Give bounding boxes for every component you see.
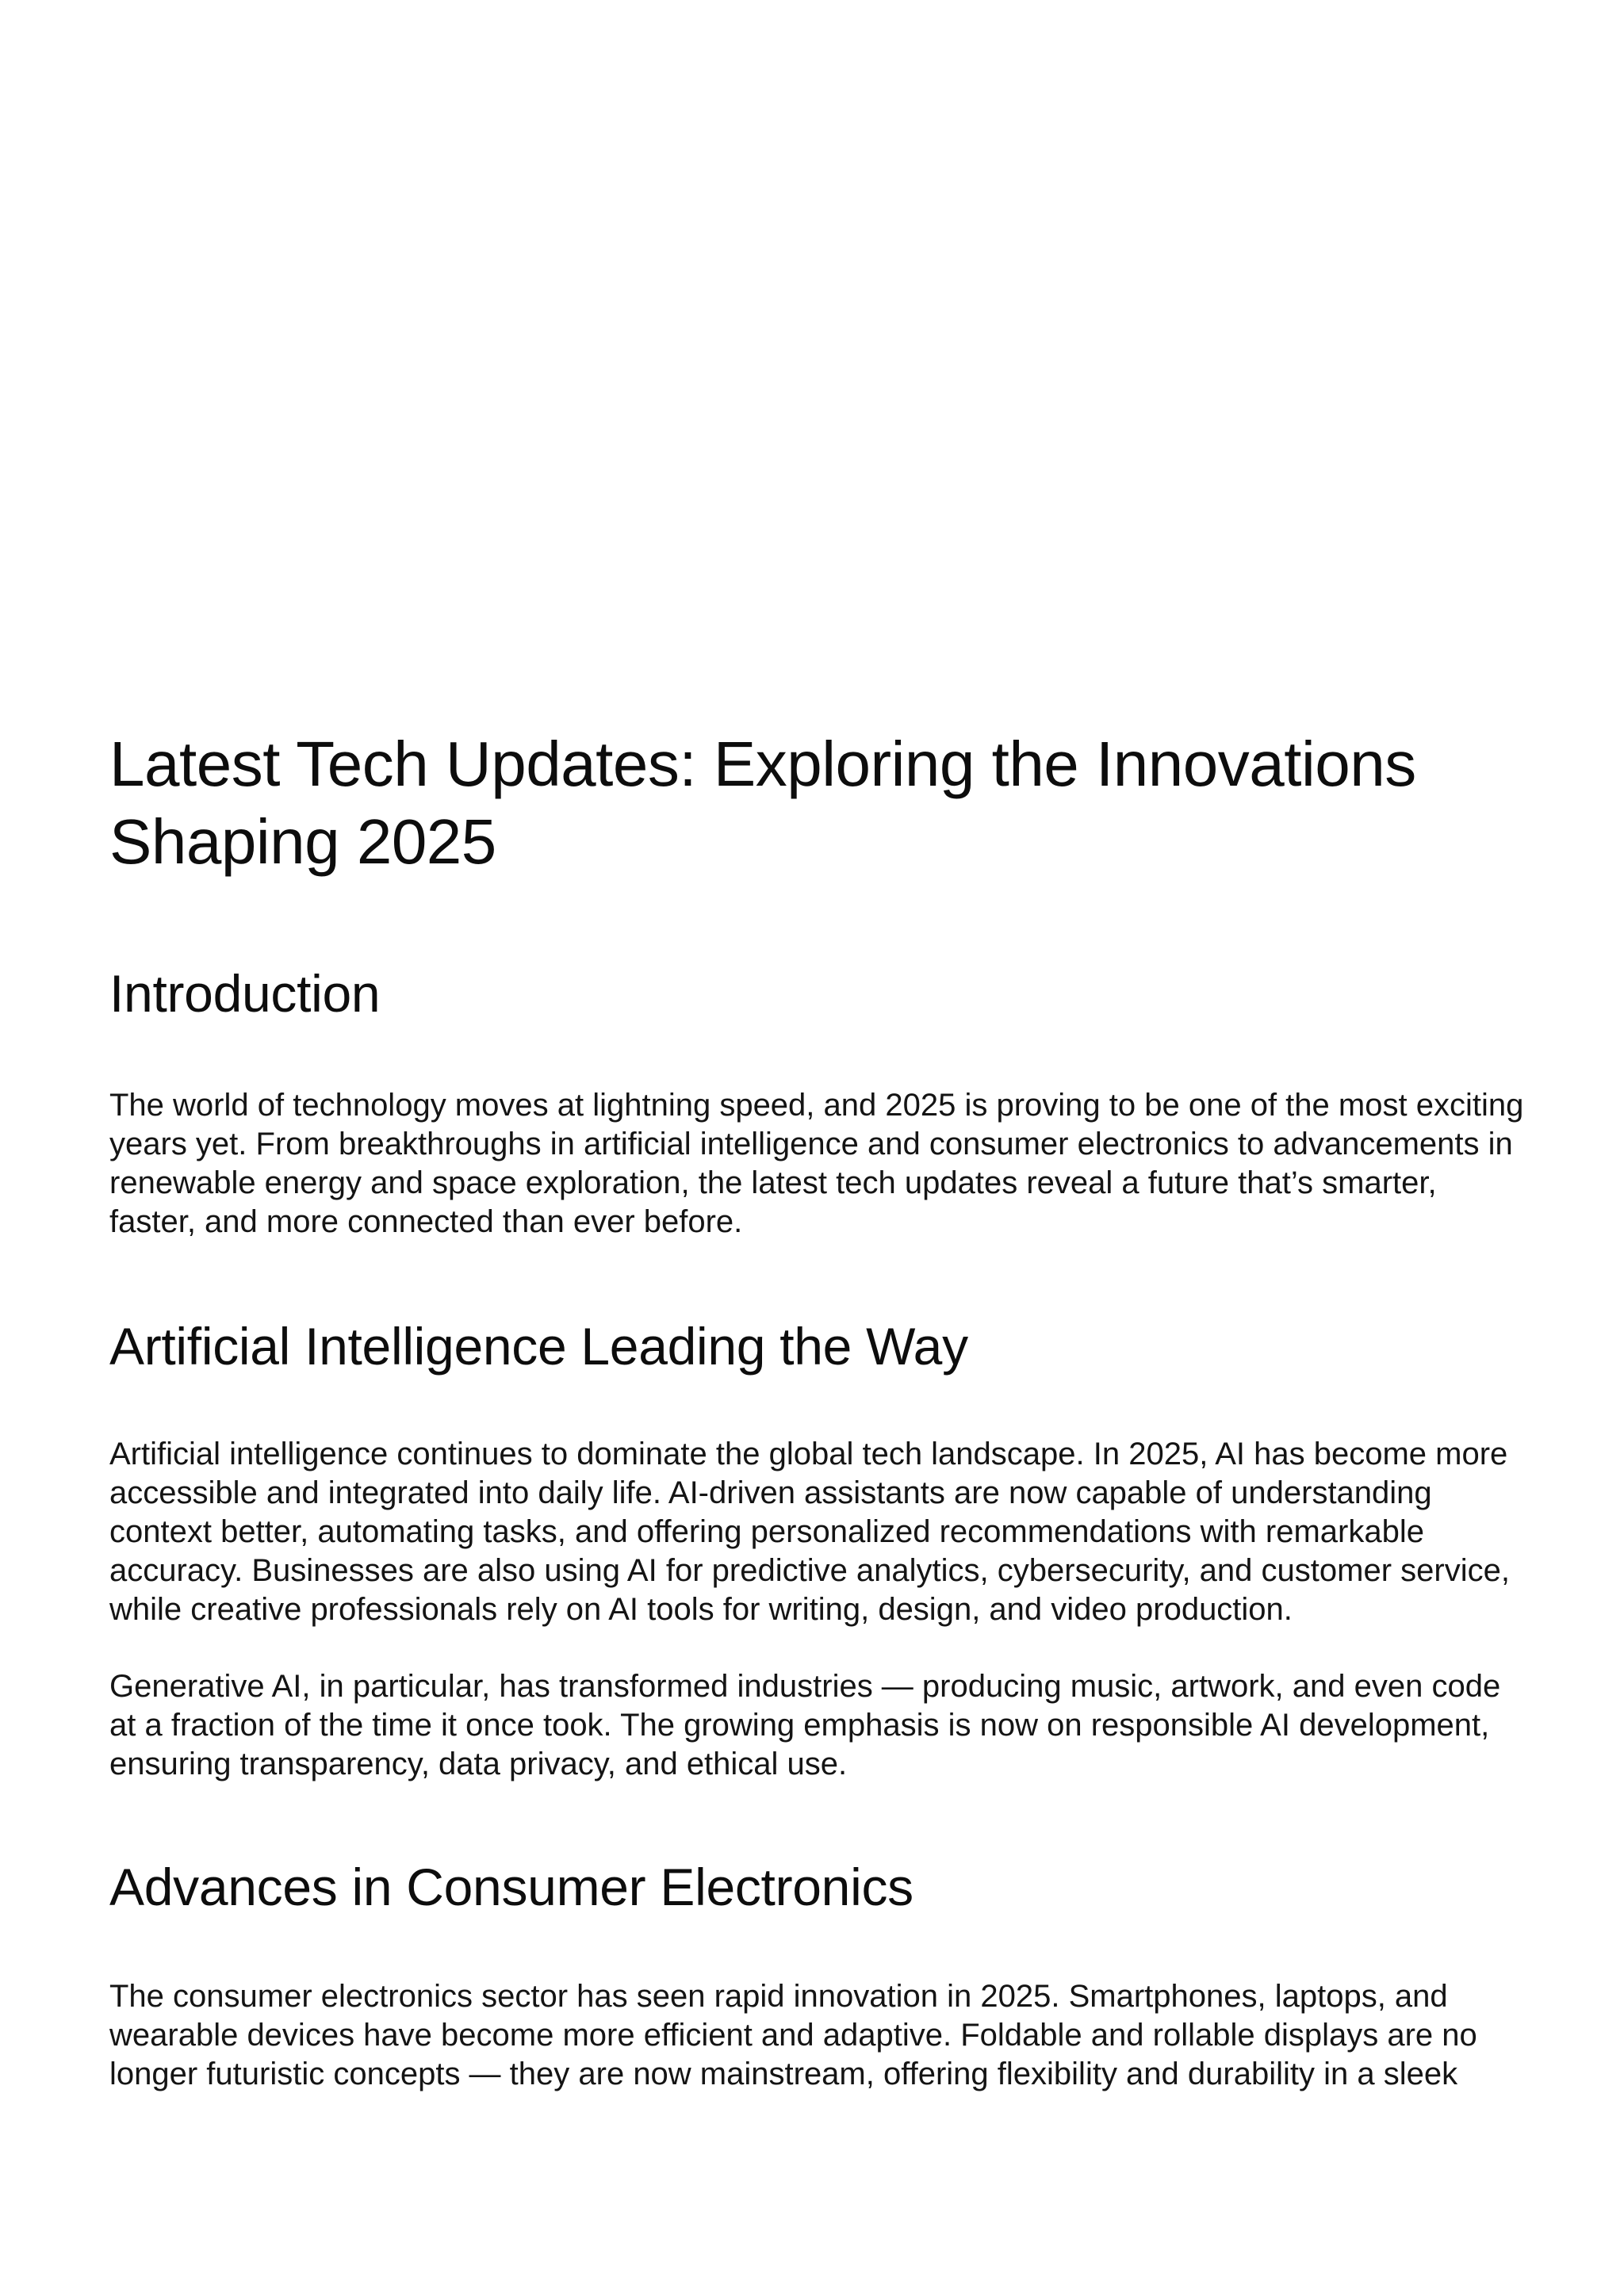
section-heading-artificial-intelligence: Artificial Intelligence Leading the Way — [109, 1317, 968, 1376]
section-heading-introduction: Introduction — [109, 964, 381, 1023]
paragraph-generative-ai: Generative AI, in particular, has transformed industries — producing music, artwork, and even code at a fraction of the time it once took. The growing emphasis is now on responsible AI development, ensuring transparency, data privacy, and ethical use. — [109, 1669, 1501, 1781]
article — [109, 725, 1529, 2094]
paragraph-consumer-electronics: The consumer electronics sector has seen rapid innovation in 2025. Smartphones, laptops, and wearable devices have become more efficient and adaptive. Foldable and rollable displays are no longer futuristic concepts — they are now mainstream, offering flexibility and durability in a sleek — [109, 1979, 1477, 2091]
section-heading-consumer-electronics: Advances in Consumer Electronics — [109, 1858, 914, 1916]
paragraph-ai-landscape: Artificial intelligence continues to dominate the global tech landscape. In 2025, AI has become more accessible and integrated into daily life. AI-driven assistants are now capable of understanding context better, automating tasks, and offering personalized recommendations with remarkable accuracy. Businesses are also using AI for predictive analytics, cybersecurity, and customer service, while creative professionals rely on AI tools for writing, design, and video production. — [109, 1437, 1510, 1627]
paragraph-introduction: The world of technology moves at lightning speed, and 2025 is proving to be one of the most exciting years yet. From breakthroughs in artificial intelligence and consumer electronics to advancements in renewable energy and space exploration, the latest tech updates reveal a future that’s smarter, faster, and more connected than ever before. — [109, 1088, 1524, 1239]
article-title: Latest Tech Updates: Exploring the Innovations Shaping 2025 — [109, 729, 1416, 877]
